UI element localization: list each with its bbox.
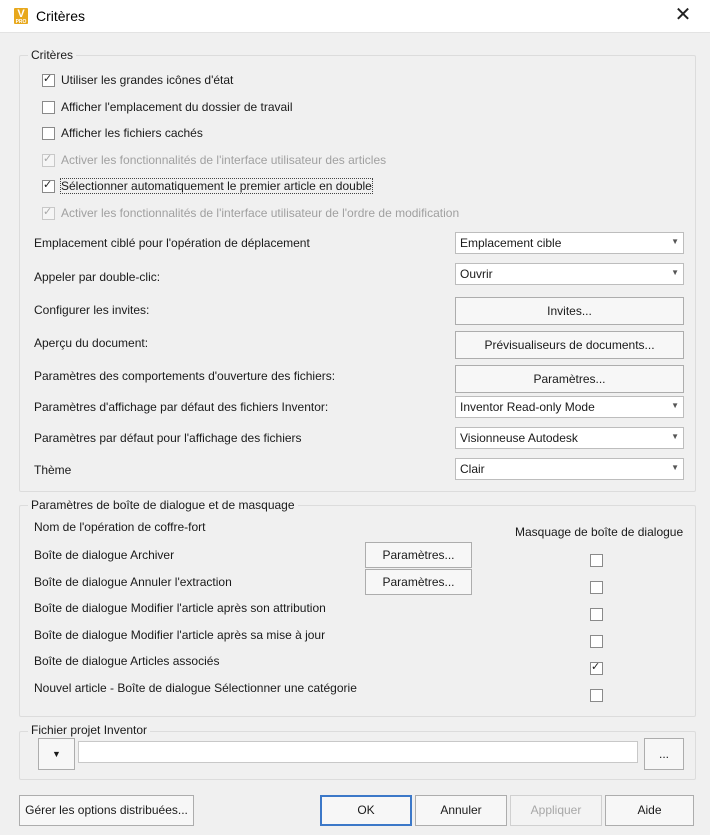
open-behavior-button[interactable]: Paramètres...	[455, 365, 684, 393]
label-open-behavior: Paramètres des comportements d'ouverture des fichiers:	[34, 369, 336, 383]
mask-checkbox-edit-after-assign[interactable]	[590, 608, 603, 621]
undo-checkout-settings-button[interactable]: Paramètres...	[365, 569, 472, 595]
label-large-icons: Utiliser les grandes icônes d'état	[61, 73, 234, 87]
mask-checkbox-new-item-category[interactable]	[590, 689, 603, 702]
chevron-down-icon: ▼	[671, 432, 679, 441]
apply-button: Appliquer	[510, 795, 602, 826]
label-file-viewer: Paramètres par défaut pour l'affichage des fichiers	[34, 431, 302, 445]
col-name-header: Nom de l'opération de coffre-fort	[34, 520, 206, 534]
checkbox-large-icons[interactable]	[42, 74, 55, 87]
criteres-legend: Critères	[28, 48, 76, 62]
dialog-row-label: Boîte de dialogue Articles associés	[34, 654, 220, 668]
checkin-settings-button[interactable]: Paramètres...	[365, 542, 472, 568]
chevron-down-icon: ▼	[671, 463, 679, 472]
mask-checkbox-undo-checkout[interactable]	[590, 581, 603, 594]
checkbox-item-ui	[42, 154, 55, 167]
dialog-row-label: Boîte de dialogue Modifier l'article après son attribution	[34, 601, 326, 615]
dialog-row-label: Boîte de dialogue Archiver	[34, 548, 175, 562]
label-change-order-ui: Activer les fonctionnalités de l'interface utilisateur de l'ordre de modification	[61, 206, 460, 220]
label-doc-preview: Aperçu du document:	[34, 336, 149, 350]
col-mask-header: Masquage de boîte de dialogue	[515, 525, 684, 539]
help-button[interactable]: Aide	[605, 795, 694, 826]
inventor-display-select[interactable]: Inventor Read-only Mode ▼	[455, 396, 684, 418]
browse-button[interactable]: ...	[644, 738, 684, 770]
app-icon: V PRO	[15, 8, 27, 25]
chevron-down-icon: ▼	[52, 749, 61, 759]
mask-checkbox-checkin[interactable]	[590, 554, 603, 567]
project-file-input[interactable]	[78, 741, 638, 763]
checkbox-auto-select-duplicate[interactable]	[42, 180, 55, 193]
dialog-row-label: Boîte de dialogue Annuler l'extraction	[34, 575, 232, 589]
double-click-select[interactable]: Ouvrir ▼	[455, 263, 684, 285]
manage-distributed-options-button[interactable]: Gérer les options distribuées...	[19, 795, 194, 826]
mask-checkbox-edit-after-update[interactable]	[590, 635, 603, 648]
checkbox-change-order-ui	[42, 207, 55, 220]
label-double-click: Appeler par double-clic:	[34, 270, 161, 284]
project-legend: Fichier projet Inventor	[28, 723, 150, 737]
checkbox-hidden-files[interactable]	[42, 127, 55, 140]
theme-select[interactable]: Clair ▼	[455, 458, 684, 480]
chevron-down-icon: ▼	[671, 237, 679, 246]
file-viewer-select[interactable]: Visionneuse Autodesk ▼	[455, 427, 684, 449]
cancel-button[interactable]: Annuler	[415, 795, 507, 826]
ok-button[interactable]: OK	[320, 795, 412, 826]
prompts-button[interactable]: Invites...	[455, 297, 684, 325]
label-working-folder: Afficher l'emplacement du dossier de travail	[61, 100, 293, 114]
title-bar	[0, 0, 710, 33]
window-title: Critères	[36, 8, 86, 24]
label-item-ui: Activer les fonctionnalités de l'interface utilisateur des articles	[61, 153, 387, 167]
checkbox-working-folder[interactable]	[42, 101, 55, 114]
chevron-down-icon: ▼	[671, 268, 679, 277]
move-target-select[interactable]: Emplacement cible ▼	[455, 232, 684, 254]
label-prompts: Configurer les invites:	[34, 303, 150, 317]
chevron-down-icon: ▼	[671, 401, 679, 410]
label-inventor-display: Paramètres d'affichage par défaut des fichiers Inventor:	[34, 400, 329, 414]
dialog-row-label: Nouvel article - Boîte de dialogue Sélectionner une catégorie	[34, 681, 357, 695]
mask-checkbox-associated-items[interactable]	[590, 662, 603, 675]
dialog-row-label: Boîte de dialogue Modifier l'article après sa mise à jour	[34, 628, 326, 642]
dialogs-legend: Paramètres de boîte de dialogue et de masquage	[28, 498, 298, 512]
doc-previewers-button[interactable]: Prévisualiseurs de documents...	[455, 331, 684, 359]
label-move-target: Emplacement ciblé pour l'opération de déplacement	[34, 236, 310, 250]
label-auto-select-duplicate: Sélectionner automatiquement le premier article en double	[61, 179, 372, 193]
label-theme: Thème	[34, 463, 72, 477]
label-hidden-files: Afficher les fichiers cachés	[61, 126, 203, 140]
close-icon[interactable]: ✕	[674, 4, 692, 26]
project-dropdown-button[interactable]	[38, 738, 75, 770]
